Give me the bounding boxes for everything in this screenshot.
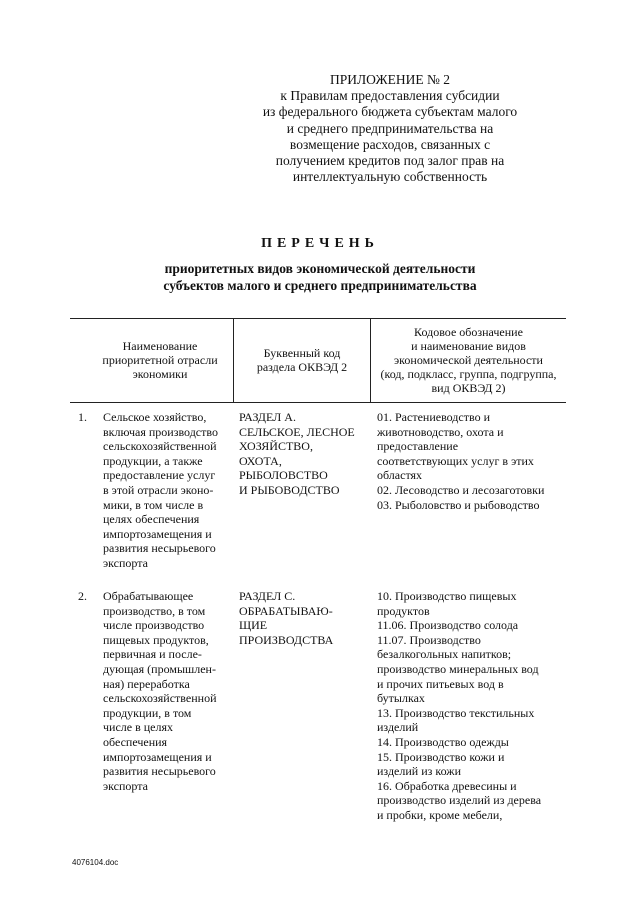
header-line: приоритетной отрасли — [102, 353, 218, 367]
row-section — [239, 589, 367, 647]
section-line: ХОЗЯЙСТВО, — [239, 439, 313, 454]
industry-line: Сельское хозяйство, — [103, 410, 207, 424]
industry-line: развития несырьевого — [103, 764, 216, 779]
appendix-line: получением кредитов под залог прав на — [275, 153, 505, 169]
industry-line: сельскохозяйственной — [103, 691, 217, 706]
industry-line: сельскохозяйственной — [103, 439, 217, 454]
code-line: 11.07. Производство — [377, 632, 481, 647]
section-line: РАЗДЕЛ С. — [239, 589, 296, 603]
section-line: СЕЛЬСКОЕ, ЛЕСНОЕ — [239, 424, 355, 439]
header-line: Наименование — [122, 339, 198, 353]
section-line: ПРОИЗВОДСТВА — [239, 632, 334, 647]
code-line: 14. Производство одежды — [377, 734, 509, 749]
industry-line: дующая (промышлен- — [103, 661, 216, 676]
header-industry — [90, 318, 230, 402]
header-line: и наименование видов — [411, 339, 526, 353]
code-line: 15. Производство кожи и — [377, 749, 505, 764]
row-industry — [103, 410, 228, 571]
row-industry — [103, 589, 228, 793]
industry-line: импортозамещения и — [103, 749, 212, 764]
subheading-line: субъектов малого и среднего предпринимательства — [163, 278, 477, 293]
industry-line: включая производство — [103, 424, 218, 439]
code-line: безалкогольных напитков; — [377, 647, 512, 662]
row-codes — [377, 589, 567, 823]
section-line: ОХОТА, — [239, 453, 282, 468]
code-line: 11.06. Производство солода — [377, 618, 519, 633]
header-line: раздела ОКВЭД 2 — [256, 360, 348, 374]
industry-line: пищевых продуктов, — [103, 632, 209, 647]
code-line: бутылках — [377, 691, 425, 706]
header-line: вид ОКВЭД 2) — [431, 381, 506, 395]
document-subheading — [60, 260, 580, 294]
industry-line: в этой отрасли эконо- — [103, 482, 214, 497]
code-line: и пробки, кроме мебели, — [377, 807, 503, 822]
file-name-footer: 4076104.doc — [72, 858, 119, 867]
header-line: (код, подкласс, группа, подгруппа, — [380, 367, 557, 381]
subheading-line: приоритетных видов экономической деятельности — [164, 261, 476, 276]
section-line: ОБРАБАТЫВАЮ- — [239, 603, 333, 618]
code-line: 13. Производство текстильных — [377, 705, 535, 720]
row-codes — [377, 410, 567, 512]
industry-line: импортозамещения и — [103, 526, 212, 541]
industry-line: производство, в том — [103, 603, 206, 618]
code-line: 01. Растениеводство и — [377, 410, 490, 424]
appendix-line: интеллектуальную собственность — [292, 169, 488, 185]
header-section-code — [234, 318, 370, 402]
appendix-line: из федерального бюджета субъектам малого — [262, 104, 518, 120]
row-number: 2. — [78, 589, 87, 603]
header-line: экономики — [132, 367, 188, 381]
industry-line: предоставление услуг — [103, 468, 216, 483]
industry-line: развития несырьевого — [103, 541, 216, 556]
code-line: изделий — [377, 720, 419, 735]
document-heading: ПЕРЕЧЕНЬ — [261, 236, 379, 251]
industry-line: числе производство — [103, 618, 205, 633]
header-line: Буквенный код — [263, 346, 341, 360]
code-line: 03. Рыболовство и рыбоводство — [377, 497, 540, 512]
code-line: предоставление — [377, 439, 459, 454]
header-line: Кодовое обозначение — [414, 325, 523, 339]
section-line: РЫБОЛОВСТВО — [239, 468, 328, 483]
industry-line: ная) переработка — [103, 676, 190, 691]
industry-line: мики, в том числе в — [103, 497, 204, 512]
header-activity-codes — [371, 318, 566, 402]
row-section — [239, 410, 367, 498]
section-line: И РЫБОВОДСТВО — [239, 482, 340, 497]
header-line: экономической деятельности — [394, 353, 543, 367]
code-line: производство минеральных вод — [377, 661, 539, 676]
code-line: и прочих питьевых вод в — [377, 676, 504, 691]
code-line: животноводство, охота и — [377, 424, 504, 439]
industry-line: продукции, а также — [103, 453, 203, 468]
industry-line: экспорта — [103, 555, 148, 570]
code-line: 16. Обработка древесины и — [377, 778, 517, 793]
section-line: РАЗДЕЛ А. — [239, 410, 296, 424]
appendix-block — [250, 72, 530, 185]
industry-line: обеспечения — [103, 734, 168, 749]
industry-line: продукции, в том — [103, 705, 192, 720]
code-line: соответствующих услуг в этих — [377, 453, 534, 468]
code-line: продуктов — [377, 603, 430, 618]
appendix-line: возмещение расходов, связанных с — [289, 136, 491, 152]
industry-line: целях обеспечения — [103, 512, 200, 527]
industry-line: числе в целях — [103, 720, 174, 735]
table-header-rule — [70, 402, 566, 403]
industry-line: Обрабатывающее — [103, 589, 194, 603]
section-line: ЩИЕ — [239, 618, 268, 633]
row-number: 1. — [78, 410, 87, 424]
code-line: областях — [377, 468, 423, 483]
code-line: 10. Производство пищевых — [377, 589, 517, 603]
code-line: 02. Лесоводство и лесозаготовки — [377, 482, 545, 497]
appendix-title: ПРИЛОЖЕНИЕ № 2 — [329, 72, 451, 87]
appendix-line: к Правилам предоставления субсидии — [280, 88, 500, 104]
industry-line: первичная и после- — [103, 647, 202, 662]
appendix-line: и среднего предпринимательства на — [286, 120, 494, 136]
code-line: изделий из кожи — [377, 764, 462, 779]
code-line: производство изделий из дерева — [377, 793, 542, 808]
industry-line: экспорта — [103, 778, 148, 793]
